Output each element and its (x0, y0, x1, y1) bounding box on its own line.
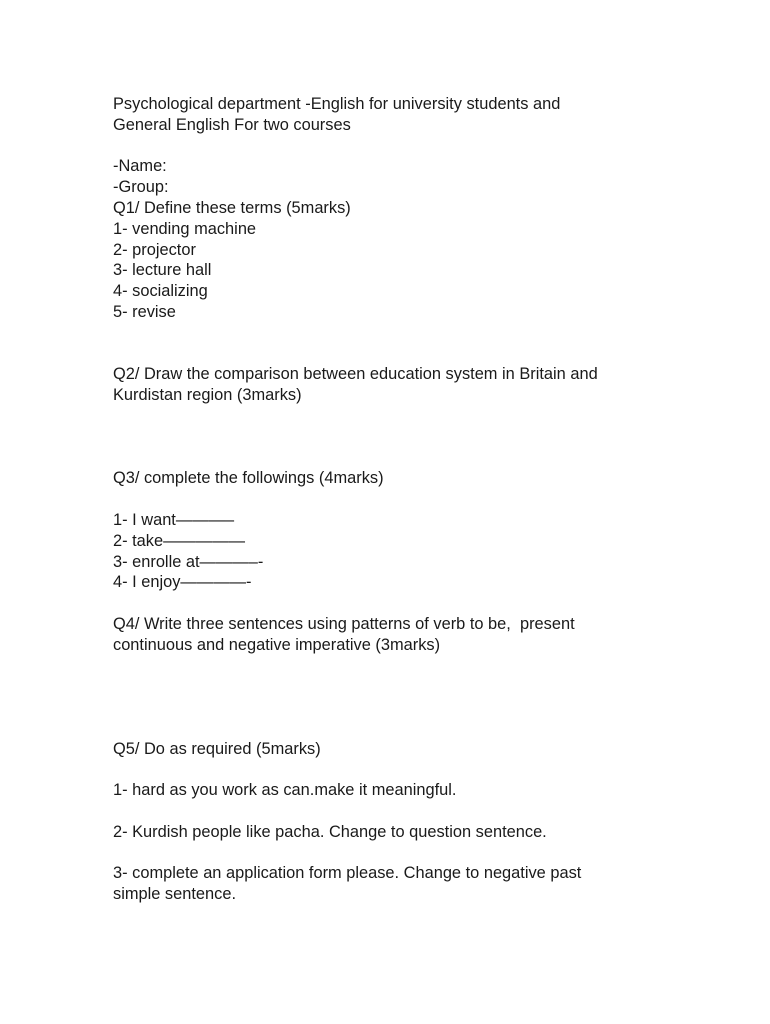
q1-item: 3- lecture hall (113, 261, 212, 280)
spacer (113, 406, 653, 468)
q5-heading: Q5/ Do as required (5marks) (113, 739, 321, 758)
spacer (113, 801, 653, 822)
group-field-label: -Group: (113, 178, 169, 197)
q4-text-line-2: continuous and negative imperative (3marks) (113, 635, 441, 654)
document-title-line-2: General English For two courses (113, 115, 351, 134)
q1-heading: Q1/ Define these terms (5marks) (113, 198, 351, 217)
spacer (113, 489, 653, 510)
document-title-line-1: Psychological department -English for university students and (113, 95, 561, 113)
q1-item: 5- revise (113, 302, 176, 321)
q2-text-line-2: Kurdistan region (3marks) (113, 386, 302, 405)
spacer (113, 843, 653, 864)
q1-item: 1- vending machine (113, 219, 257, 238)
spacer (113, 593, 653, 614)
name-field-label: -Name: (113, 157, 167, 176)
q1-item: 4- socializing (113, 282, 208, 301)
q5-item-1: 1- hard as you work as can.make it meaningful. (113, 781, 457, 800)
q3-item: 3- enrolle at———–- (113, 552, 264, 571)
q1-item: 2- projector (113, 240, 196, 259)
spacer (113, 323, 653, 365)
q5-item-2: 2- Kurdish people like pacha. Change to question sentence. (113, 822, 547, 841)
q2-text-line-1: Q2/ Draw the comparison between education system in Britain and (113, 365, 598, 384)
spacer (113, 656, 653, 739)
q5-item-3-line-1: 3- complete an application form please. Change to negative past (113, 864, 582, 883)
q3-heading: Q3/ complete the followings (4marks) (113, 469, 384, 488)
spacer (113, 760, 653, 781)
q3-item: 2- take————— (113, 531, 246, 550)
exam-document (113, 94, 653, 905)
q3-item: 1- I want———– (113, 510, 235, 529)
q5-item-3-line-2: simple sentence. (113, 885, 236, 904)
q4-text-line-1: Q4/ Write three sentences using patterns of verb to be, present (113, 614, 575, 633)
spacer (113, 136, 653, 157)
q3-item: 4- I enjoy————- (113, 573, 252, 592)
